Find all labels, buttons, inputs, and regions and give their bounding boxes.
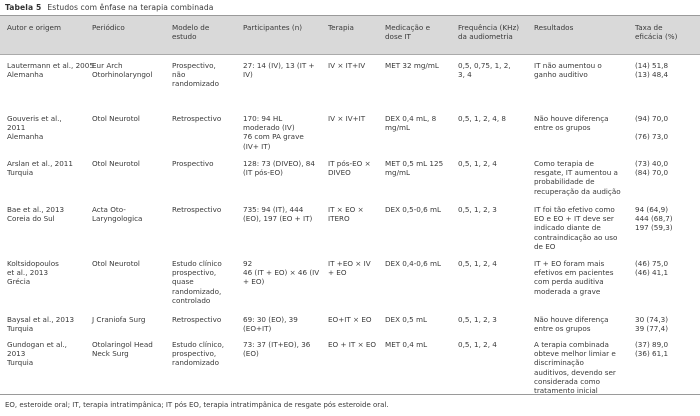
cell-therapy — [328, 108, 365, 123]
cell-line: (EO+IT) — [243, 324, 272, 334]
cell-line: Baysal et al., 2013 — [7, 315, 75, 324]
cell-line: Prospectivo, — [172, 61, 216, 70]
cell-line: Alemanha — [7, 132, 44, 142]
cell-author — [7, 309, 74, 333]
cell-line: DIVEO — [328, 168, 351, 178]
cell-line: ITERO — [328, 214, 350, 224]
cell-efficacy — [635, 309, 668, 333]
cell-therapy — [328, 253, 371, 277]
cell-line: IT foi tão efetivo como — [534, 205, 615, 214]
cell-line: EO e EO + IT deve ser — [534, 214, 614, 224]
cell-line: EO + IT × EO — [328, 340, 377, 349]
cell-line: contraindicação ao uso — [534, 232, 618, 242]
cell-medication — [385, 334, 427, 349]
cell-line: (37) 89,0 — [635, 340, 669, 349]
cell-line: Laryngologica — [92, 214, 143, 224]
cell-efficacy — [635, 16, 677, 41]
cell-line: Retrospectivo — [172, 205, 222, 214]
cell-line: 46 (IT + EO) × 46 (IV — [243, 268, 320, 278]
cell-line: (EO) — [243, 349, 259, 359]
cell-line: Koltsidopoulos — [7, 259, 59, 268]
cell-line: 94 (64,9) — [635, 205, 669, 214]
cell-line: Otolaringol Head — [92, 340, 153, 349]
table-row — [0, 199, 700, 253]
cell-journal — [92, 309, 145, 324]
cell-results — [534, 309, 609, 333]
cell-line: dose IT — [385, 32, 411, 42]
cell-line: Bae et al., 2013 — [7, 205, 65, 214]
cell-results — [534, 16, 573, 32]
cell-frequency — [458, 55, 511, 79]
cell-line: Turquia — [7, 324, 34, 334]
cell-line: Terapia — [328, 23, 354, 32]
cell-line: randomizado — [172, 79, 220, 89]
cell-line: Otol Neurotol — [92, 159, 140, 168]
cell-efficacy — [635, 108, 668, 142]
cell-line: Alemanha — [7, 70, 44, 80]
cell-line: 69: 30 (EO), 39 — [243, 315, 298, 324]
table-row — [0, 55, 700, 108]
cell-participants — [243, 199, 312, 223]
cell-line: + EO) — [243, 277, 265, 287]
cell-line: 0,5, 1, 2, 4 — [458, 159, 497, 168]
cell-line: Resultados — [534, 23, 574, 32]
cell-line: moderado (IV) — [243, 123, 295, 133]
cell-line: J Craniofa Surg — [92, 315, 146, 324]
table-title: Estudos com ênfase na terapia combinada — [47, 3, 214, 12]
table-header-row — [0, 16, 700, 55]
cell-medication — [385, 108, 436, 132]
cell-line: resgate, IT aumentou a — [534, 168, 618, 178]
cell-line: tratamento inicial — [534, 386, 598, 396]
cell-author — [7, 16, 61, 32]
cell-line: 197 (59,3) — [635, 223, 673, 233]
table-row — [0, 334, 700, 397]
cell-line: 30 (74,3) — [635, 315, 669, 324]
cell-line: 0,5, 1, 2, 3 — [458, 205, 497, 214]
cell-participants — [243, 108, 304, 151]
cell-line: DEX 0,4-0,6 mL — [385, 259, 442, 268]
cell-line: recuperação da audição — [534, 186, 621, 196]
cell-line: moderada a grave — [534, 286, 601, 296]
cell-results — [534, 55, 602, 79]
cell-line: Eur Arch — [92, 61, 123, 70]
cell-medication — [385, 16, 430, 41]
cell-line: (76) 73,0 — [635, 132, 669, 142]
cell-design — [172, 334, 224, 368]
cell-line: (46) 75,0 — [635, 259, 669, 268]
cell-line: da audiometria — [458, 32, 513, 42]
cell-participants — [243, 16, 302, 32]
cell-design — [172, 16, 209, 41]
cell-line: Periódico — [92, 23, 125, 32]
cell-line: 92 — [243, 259, 253, 268]
cell-efficacy — [635, 334, 668, 358]
cell-line: Autor e origem — [7, 23, 61, 32]
cell-results — [534, 153, 621, 196]
cell-journal — [92, 153, 140, 168]
cell-frequency — [458, 309, 497, 324]
cell-line: (IT pós-EO) — [243, 168, 283, 178]
cell-therapy — [328, 199, 364, 223]
cell-line: 73: 37 (IT+EO), 36 — [243, 340, 311, 349]
cell-efficacy — [635, 153, 668, 177]
cell-line: controlado — [172, 295, 211, 305]
cell-line: Participantes (n) — [243, 23, 303, 32]
cell-line: IT não aumentou o — [534, 61, 602, 70]
cell-frequency — [458, 108, 506, 123]
cell-author — [7, 199, 64, 223]
cell-line: DEX 0,5-0,6 mL — [385, 205, 442, 214]
cell-line: Otol Neurotol — [92, 259, 140, 268]
cell-line: randomizado — [172, 358, 220, 368]
cell-journal — [92, 16, 125, 32]
cell-line: Taxa de — [635, 23, 663, 32]
cell-line: (IV+ IT) — [243, 141, 271, 151]
table-row — [0, 309, 700, 334]
cell-line: estudo — [172, 32, 197, 42]
cell-line: Grécia — [7, 277, 31, 287]
data-table — [0, 16, 700, 397]
cell-frequency — [458, 153, 497, 168]
cell-line: quase — [172, 277, 194, 287]
cell-line: IV × IT+IV — [328, 61, 366, 70]
cell-line: Não houve diferença — [534, 315, 609, 324]
cell-line: com perda auditiva — [534, 277, 604, 287]
cell-line: entre os grupos — [534, 123, 591, 133]
cell-line: 3, 4 — [458, 70, 472, 80]
cell-line: A terapia combinada — [534, 340, 609, 349]
cell-design — [172, 55, 219, 89]
cell-journal — [92, 55, 152, 79]
cell-participants — [243, 153, 315, 177]
cell-line: Retrospectivo — [172, 315, 222, 324]
cell-line: (14) 51,8 — [635, 61, 669, 70]
cell-therapy — [328, 55, 365, 70]
cell-participants — [243, 334, 310, 358]
cell-author — [7, 108, 62, 142]
cell-line: Não houve diferença — [534, 114, 609, 123]
bottom-rule — [0, 394, 700, 395]
cell-line: IT pós-EO × — [328, 159, 371, 168]
cell-author — [7, 153, 73, 177]
cell-line: Turquia — [7, 358, 34, 368]
cell-line: 0,5, 1, 2, 4 — [458, 259, 497, 268]
cell-line: Otol Neurotol — [92, 114, 140, 123]
cell-results — [534, 253, 613, 296]
cell-line: mg/mL — [385, 168, 410, 178]
cell-frequency — [458, 334, 497, 349]
cell-medication — [385, 309, 427, 324]
cell-journal — [92, 108, 140, 123]
cell-line: obteve melhor limiar e — [534, 349, 616, 359]
table-footnote: EO, esteroide oral; IT, terapia intratimpânica; IT pós EO, terapia intratimpânica de resgate pós esteroide oral. — [5, 401, 389, 409]
cell-line: 128: 73 (DIVEO), 84 — [243, 159, 315, 168]
cell-line: (73) 40,0 — [635, 159, 669, 168]
cell-line: 39 (77,4) — [635, 324, 669, 334]
cell-results — [534, 108, 609, 132]
table-label: Tabela 5 — [5, 3, 42, 12]
cell-line: 2013 — [7, 349, 26, 359]
cell-participants — [243, 309, 298, 333]
cell-line: MET 0,5 mL 125 — [385, 159, 444, 168]
cell-line: ganho auditivo — [534, 70, 588, 80]
cell-line: et al., 2013 — [7, 268, 49, 278]
cell-line: Estudo clínico — [172, 259, 222, 268]
cell-line: Turquia — [7, 168, 34, 178]
cell-line: IT + EO foram mais — [534, 259, 605, 268]
cell-therapy — [328, 334, 376, 349]
cell-line: (36) 61,1 — [635, 349, 669, 359]
cell-design — [172, 199, 221, 214]
cell-design — [172, 153, 214, 168]
cell-line: entre os grupos — [534, 324, 591, 334]
cell-line: Medicação e — [385, 23, 430, 32]
cell-line: Como terapia de — [534, 159, 594, 168]
cell-line: efetivos em pacientes — [534, 268, 614, 278]
cell-line: Acta Oto- — [92, 205, 126, 214]
cell-journal — [92, 199, 142, 223]
cell-line: (13) 48,4 — [635, 70, 669, 80]
cell-line: de EO — [534, 241, 556, 251]
cell-line: Neck Surg — [92, 349, 129, 359]
cell-line: 27: 14 (IV), 13 (IT + — [243, 61, 315, 70]
cell-line: (84) 70,0 — [635, 168, 669, 178]
cell-line: Lautermann et al., 2005 — [7, 61, 94, 70]
cell-line: Gouveris et al., — [7, 114, 62, 123]
cell-line: Frequência (KHz) — [458, 23, 520, 32]
cell-line: Coreia do Sul — [7, 214, 55, 224]
cell-line: mg/mL — [385, 123, 410, 133]
cell-line: Retrospectivo — [172, 114, 222, 123]
cell-line: 76 com PA grave — [243, 132, 304, 142]
cell-line: 0,5, 0,75, 1, 2, — [458, 61, 511, 70]
cell-line: (94) 70,0 — [635, 114, 669, 123]
cell-line: 2011 — [7, 123, 26, 133]
cell-line: (46) 41,1 — [635, 268, 669, 278]
cell-line: 0,5, 1, 2, 3 — [458, 315, 497, 324]
cell-efficacy — [635, 199, 673, 233]
cell-therapy — [328, 153, 371, 177]
cell-line: Arslan et al., 2011 — [7, 159, 73, 168]
cell-line: não — [172, 70, 186, 80]
cell-line: DEX 0,4 mL, 8 — [385, 114, 437, 123]
cell-line — [635, 123, 668, 132]
cell-efficacy — [635, 253, 668, 277]
cell-design — [172, 253, 222, 305]
cell-line: MET 32 mg/mL — [385, 61, 439, 70]
cell-design — [172, 309, 221, 324]
cell-line: EO+IT × EO — [328, 315, 372, 324]
cell-line: 735: 94 (IT), 444 — [243, 205, 304, 214]
cell-line: 0,5, 1, 2, 4, 8 — [458, 114, 506, 123]
cell-line: probabilidade de — [534, 177, 595, 187]
cell-line: Modelo de — [172, 23, 210, 32]
cell-line: 444 (68,7) — [635, 214, 673, 224]
cell-therapy — [328, 16, 354, 32]
cell-author — [7, 55, 94, 79]
cell-line: prospectivo, — [172, 268, 217, 278]
cell-line: 170: 94 HL — [243, 114, 283, 123]
table-caption — [5, 3, 214, 12]
cell-line: IT +EO × IV — [328, 259, 371, 268]
cell-line: Gundogan et al., — [7, 340, 67, 349]
cell-author — [7, 253, 59, 287]
cell-medication — [385, 253, 441, 268]
cell-line: considerada como — [534, 376, 600, 386]
cell-journal — [92, 334, 153, 358]
cell-line: Estudo clínico, — [172, 340, 225, 349]
cell-line: 0,5, 1, 2, 4 — [458, 340, 497, 349]
cell-line: IV × IV+IT — [328, 114, 366, 123]
cell-line: randomizado, — [172, 286, 222, 296]
cell-results — [534, 199, 617, 251]
cell-line: eficácia (%) — [635, 32, 678, 42]
cell-line: discriminação — [534, 358, 584, 368]
cell-line: IT × EO × — [328, 205, 364, 214]
cell-frequency — [458, 16, 519, 41]
table-row — [0, 108, 700, 153]
cell-participants — [243, 253, 319, 287]
cell-line: auditivos, devendo ser — [534, 367, 616, 377]
table-row — [0, 253, 700, 309]
cell-frequency — [458, 199, 497, 214]
cell-medication — [385, 55, 439, 70]
cell-line: indicado diante de — [534, 223, 601, 233]
cell-results — [534, 334, 616, 395]
cell-line: Prospectivo — [172, 159, 214, 168]
cell-line: MET 0,4 mL — [385, 340, 428, 349]
cell-line: (EO), 197 (EO + IT) — [243, 214, 313, 224]
cell-line: Otorhinolaryngol — [92, 70, 153, 80]
cell-efficacy — [635, 55, 668, 79]
cell-line: prospectivo, — [172, 349, 217, 359]
cell-design — [172, 108, 221, 123]
cell-author — [7, 334, 67, 368]
cell-medication — [385, 199, 441, 214]
cell-frequency — [458, 253, 497, 268]
cell-journal — [92, 253, 140, 268]
cell-medication — [385, 153, 443, 177]
cell-line: + EO — [328, 268, 347, 278]
cell-line: DEX 0,5 mL — [385, 315, 428, 324]
table-row — [0, 153, 700, 199]
cell-line: IV) — [243, 70, 253, 80]
cell-participants — [243, 55, 315, 79]
cell-therapy — [328, 309, 372, 324]
